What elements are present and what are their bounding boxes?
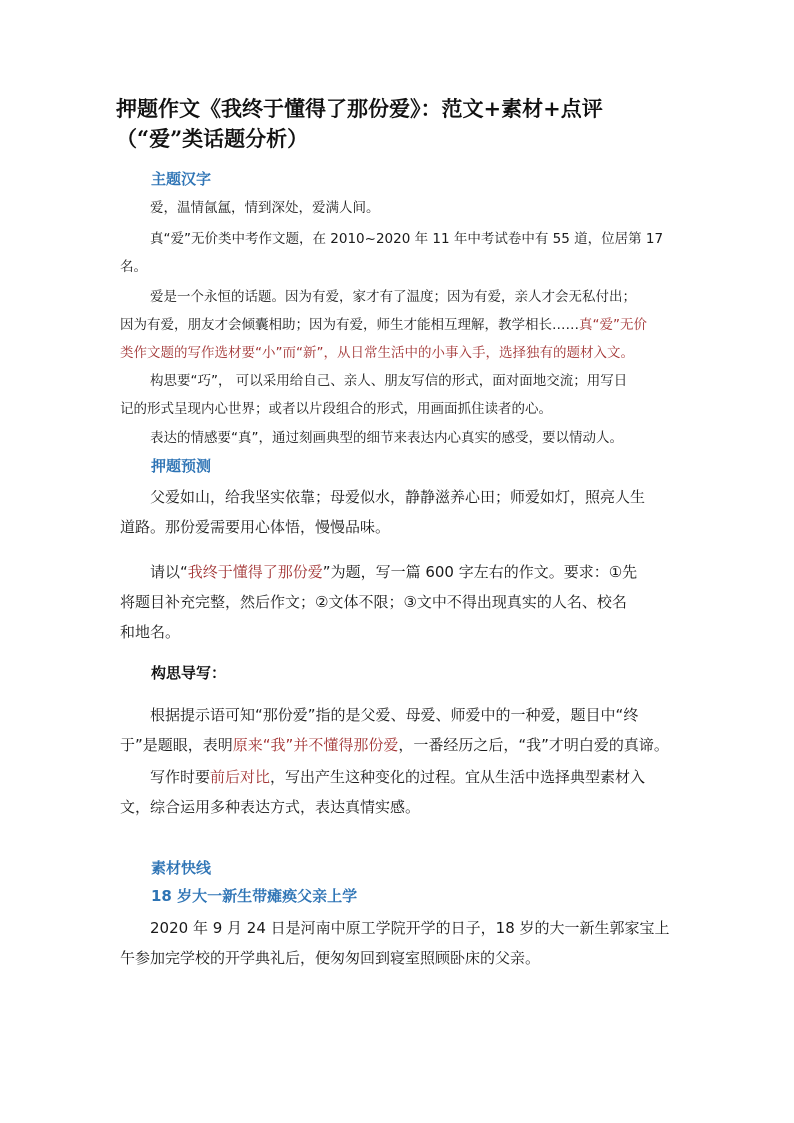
highlight-text: 原来“我”并不懂得那份爱 <box>232 736 399 754</box>
paragraph-theme-3: 爱是一个永恒的话题。因为有爱，家才有了温度；因为有爱，亲人才会无私付出； 因为有爱，朋友才会倾囊相助；因为有爱，师生才能相互理解，教学相长……真“爱”无价 类作文题的写作选材要“小”而“新”，从日常生活中的小事入手，选择独有的题材入文。 <box>120 283 680 367</box>
document-title <box>116 94 696 154</box>
paragraph-predict-1: 父爱如山，给我坚实依靠；母爱似水，静静滋养心田；师爱如灯，照亮人生 道路。那份爱需要用心体悟，慢慢品味。 <box>120 488 646 536</box>
material-subheading: 18 岁大一新生带瘫痪父亲上学 <box>151 887 358 905</box>
highlight-text: 前后对比 <box>210 768 271 786</box>
title-line-1: 押题作文《我终于懂得了那份爱》：范文+素材+点评 <box>116 96 603 121</box>
paragraph-theme-5: 表达的情感要“真”，通过刻画典型的细节来表达内心真实的感受，要以情动人。 <box>150 430 623 446</box>
highlight-text: 我终于懂得了那份爱 <box>187 563 323 581</box>
paragraph-guide-2: 写作时要前后对比，写出产生这种变化的过程。宜从生活中选择典型素材入 文，综合运用多种表达方式，表达真情实感。 <box>120 768 646 816</box>
material-heading: 素材快线 <box>151 859 212 877</box>
highlight-text: 类作文题的写作选材要“小”而“新”，从日常生活中的小事入手，选择独有的题材入文。 <box>120 345 634 361</box>
paragraph-theme-1: 爱，温情氤氲，情到深处，爱满人间。 <box>150 200 380 216</box>
paragraph-material-1: 2020 年 9 月 24 日是河南中原工学院开学的日子，18 岁的大一新生郭家宝上 午参加完学校的开学典礼后，便匆匆回到寝室照顾卧床的父亲。 <box>120 919 670 967</box>
theme-heading: 主题汉字 <box>151 170 212 188</box>
paragraph-theme-4: 构思要“巧”， 可以采用给自己、亲人、朋友写信的形式，面对面地交流；用写日 记的形式呈现内心世界；或者以片段组合的形式，用画面抓住读者的心。 <box>120 373 628 417</box>
paragraph-theme-2: 真“爱”无价类中考作文题，在 2010~2020 年 11 年中考试卷中有 55 道，位居第 17 名。 <box>120 231 664 275</box>
predict-heading: 押题预测 <box>151 457 212 475</box>
title-line-2: （“爱”类话题分析） <box>116 126 309 151</box>
highlight-text: 真“爱”无价 <box>579 317 647 333</box>
paragraph-prompt: 请以“我终于懂得了那份爱”为题，写一篇 600 字左右的作文。要求：①先 将题目补充完整，然后作文；②文体不限；③文中不得出现真实的人名、校名 和地名。 <box>120 563 638 641</box>
guide-heading: 构思导写： <box>151 664 227 682</box>
paragraph-guide-1: 根据提示语可知“那份爱”指的是父爱、母爱、师爱中的一种爱，题目中“终 于”是题眼，表明原来“我”并不懂得那份爱，一番经历之后，“我”才明白爱的真谛。 <box>120 706 669 754</box>
